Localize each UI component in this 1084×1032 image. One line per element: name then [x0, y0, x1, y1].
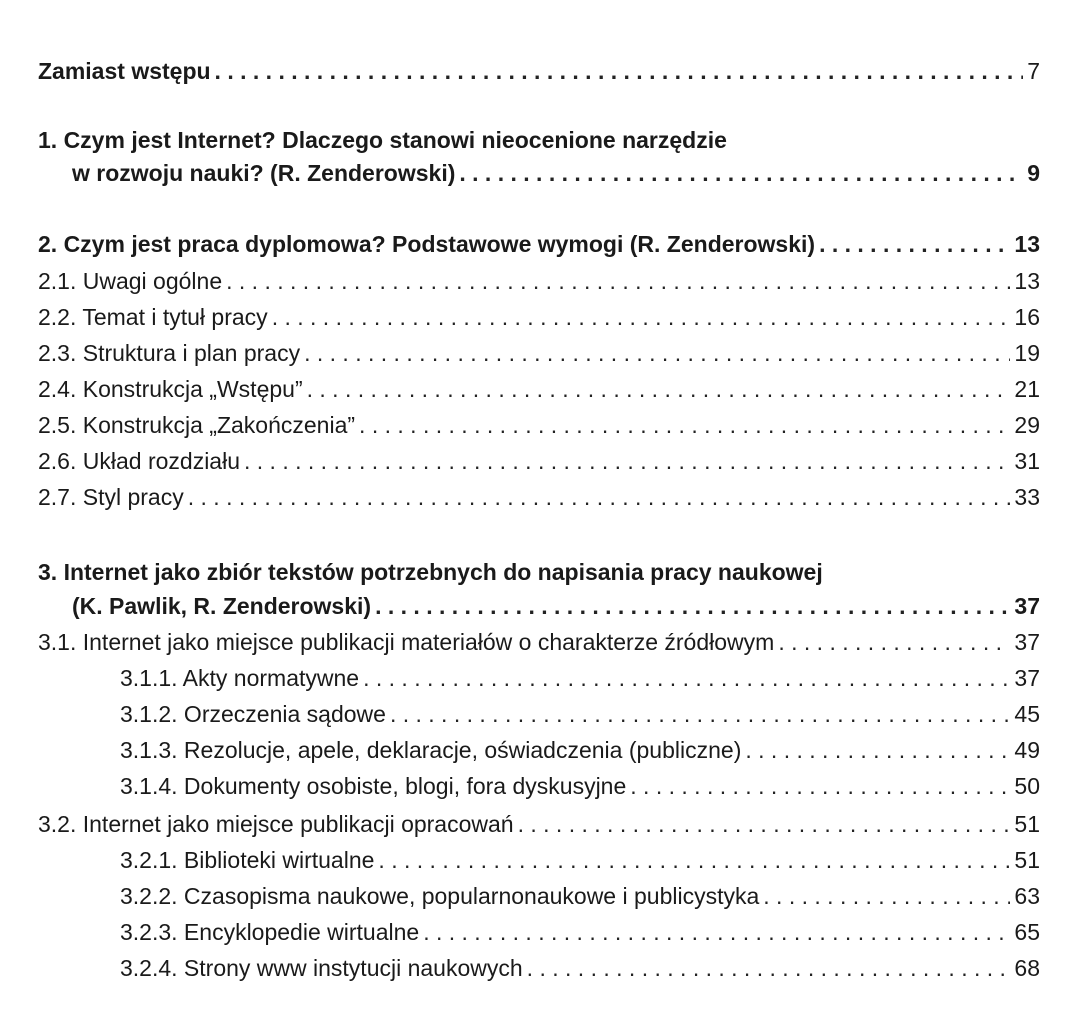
toc-entry-title: 3.1.2. Orzeczenia sądowe	[120, 701, 386, 727]
toc-entry-3-2-2	[120, 881, 1040, 911]
leader-dots	[819, 229, 1010, 259]
toc-entry-3-2	[38, 809, 1040, 839]
toc-entry-2-5	[38, 410, 1040, 440]
toc-entry-page: 7	[1027, 58, 1040, 84]
leader-dots	[527, 953, 1011, 983]
toc-entry-title: w rozwoju nauki? (R. Zenderowski)	[72, 160, 456, 186]
toc-chapter-3-line1: 3. Internet jako zbiór tekstów potrzebnych do napisania pracy naukowej	[38, 559, 823, 585]
toc-entry-3-1	[38, 627, 1040, 657]
toc-entry-page: 19	[1014, 340, 1040, 366]
toc-entry-3-2-4	[120, 953, 1040, 983]
toc-entry-title: 3.1.3. Rezolucje, apele, deklaracje, oświadczenia (publiczne)	[120, 737, 742, 763]
leader-dots	[215, 56, 1024, 86]
toc-entry-title: Zamiast wstępu	[38, 58, 211, 84]
toc-entry-3-1-2	[120, 699, 1040, 729]
toc-entry-page: 65	[1014, 919, 1040, 945]
toc-entry-3-2-1	[120, 845, 1040, 875]
toc-entry-3-1-1	[120, 663, 1040, 693]
toc-entry-2-3	[38, 338, 1040, 368]
leader-dots	[518, 809, 1011, 839]
leader-dots	[459, 158, 1023, 188]
toc-entry-chapter-1	[72, 158, 1040, 188]
toc-entry-page: 63	[1014, 883, 1040, 909]
leader-dots	[423, 917, 1010, 947]
toc-entry-2-2	[38, 302, 1040, 332]
toc-entry-title: 3.1. Internet jako miejsce publikacji materiałów o charakterze źródłowym	[38, 629, 775, 655]
toc-entry-title: 2.4. Konstrukcja „Wstępu”	[38, 376, 303, 402]
toc-entry-title: 3.1.4. Dokumenty osobiste, blogi, fora dyskusyjne	[120, 773, 627, 799]
toc-entry-page: 49	[1014, 737, 1040, 763]
toc-entry-title: 3.2. Internet jako miejsce publikacji opracowań	[38, 811, 514, 837]
toc-entry-page: 9	[1027, 160, 1040, 186]
toc-entry-2-6	[38, 446, 1040, 476]
toc-entry-chapter-3	[72, 591, 1040, 621]
toc-entry-page: 31	[1014, 448, 1040, 474]
leader-dots	[745, 735, 1010, 765]
leader-dots	[359, 410, 1010, 440]
toc-entry-title: 2. Czym jest praca dyplomowa? Podstawowe wymogi (R. Zenderowski)	[38, 231, 816, 257]
toc-entry-page: 16	[1014, 304, 1040, 330]
leader-dots	[378, 845, 1010, 875]
leader-dots	[304, 338, 1010, 368]
toc-entry-title: 3.2.3. Encyklopedie wirtualne	[120, 919, 420, 945]
toc-entry-page: 51	[1014, 811, 1040, 837]
leader-dots	[778, 627, 1010, 657]
toc-entry-page: 45	[1014, 701, 1040, 727]
toc-entry-title: (K. Pawlik, R. Zenderowski)	[72, 593, 372, 619]
toc-entry-page: 37	[1014, 593, 1040, 619]
leader-dots	[763, 881, 1010, 911]
toc-entry-page: 29	[1014, 412, 1040, 438]
toc-entry-2-4	[38, 374, 1040, 404]
leader-dots	[244, 446, 1010, 476]
toc-entry-title: 3.1.1. Akty normatywne	[120, 665, 360, 691]
toc-entry-title: 3.2.2. Czasopisma naukowe, popularnonaukowe i publicystyka	[120, 883, 760, 909]
leader-dots	[188, 482, 1011, 512]
toc-entry-page: 21	[1014, 376, 1040, 402]
leader-dots	[272, 302, 1011, 332]
toc-entry-title: 2.5. Konstrukcja „Zakończenia”	[38, 412, 356, 438]
toc-entry-chapter-2	[38, 229, 1040, 259]
toc-entry-title: 2.3. Struktura i plan pracy	[38, 340, 301, 366]
toc-entry-page: 13	[1014, 231, 1040, 257]
leader-dots	[390, 699, 1010, 729]
leader-dots	[630, 771, 1010, 801]
toc-chapter-1-line1: 1. Czym jest Internet? Dlaczego stanowi nieocenione narzędzie	[38, 127, 727, 153]
toc-entry-title: 2.6. Układ rozdziału	[38, 448, 240, 474]
toc-entry-page: 68	[1014, 955, 1040, 981]
leader-dots	[363, 663, 1010, 693]
toc-entry-page: 50	[1014, 773, 1040, 799]
toc-entry-title: 2.1. Uwagi ogólne	[38, 268, 223, 294]
toc-entry-2-7	[38, 482, 1040, 512]
toc-entry-page: 51	[1014, 847, 1040, 873]
toc-entry-page: 37	[1014, 629, 1040, 655]
toc-entry-title: 2.2. Temat i tytuł pracy	[38, 304, 268, 330]
toc-entry-3-2-3	[120, 917, 1040, 947]
leader-dots	[375, 591, 1010, 621]
toc-entry-2-1	[38, 266, 1040, 296]
toc-entry-title: 3.2.1. Biblioteki wirtualne	[120, 847, 375, 873]
leader-dots	[307, 374, 1011, 404]
toc-entry-intro	[38, 56, 1040, 86]
toc-entry-page: 13	[1014, 268, 1040, 294]
toc-entry-page: 37	[1014, 665, 1040, 691]
toc-entry-title: 2.7. Styl pracy	[38, 484, 184, 510]
toc-entry-3-1-3	[120, 735, 1040, 765]
toc-entry-page: 33	[1014, 484, 1040, 510]
leader-dots	[226, 266, 1010, 296]
toc-entry-3-1-4	[120, 771, 1040, 801]
toc-entry-title: 3.2.4. Strony www instytucji naukowych	[120, 955, 523, 981]
